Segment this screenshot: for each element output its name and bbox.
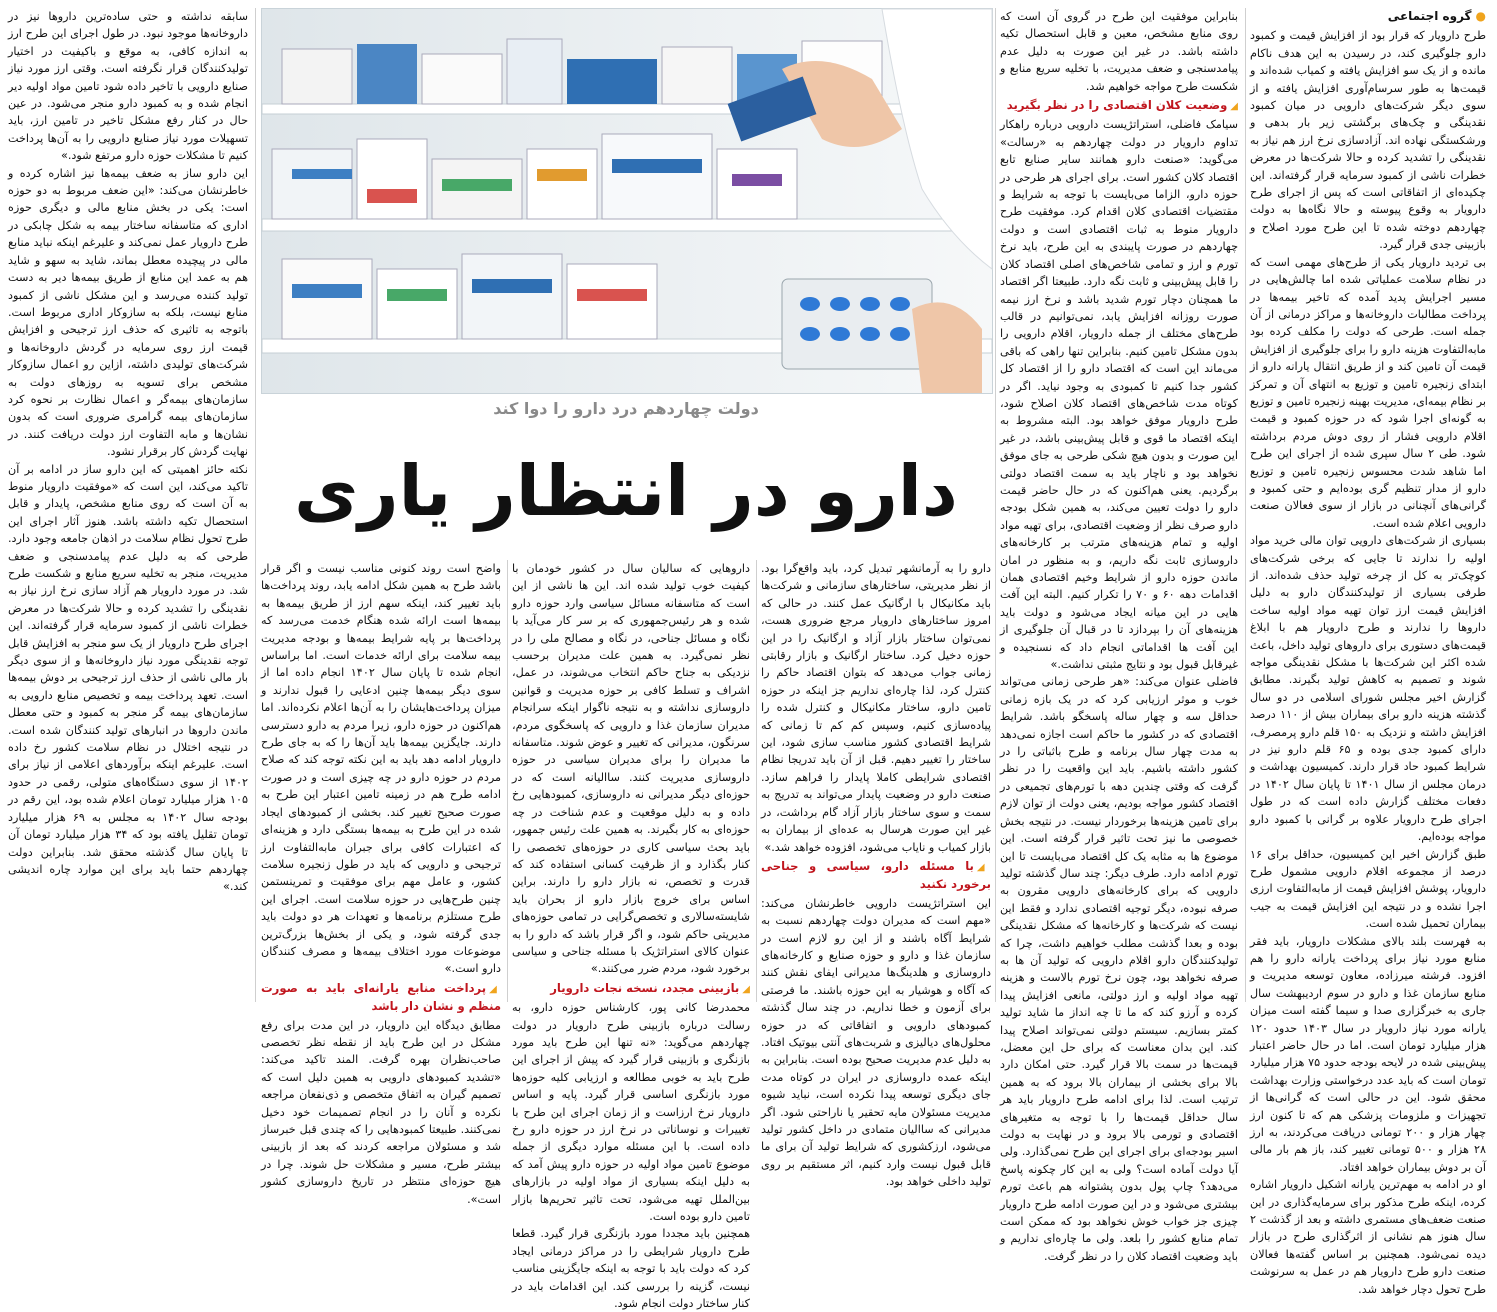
- col6-paragraph-1: سابقه نداشته و حتی ساده‌ترین داروها نیز در داروخانه‌ها موجود نبود. در طول اجرای این طرح ارز به اندازه کافی، به موقع و باکیفیت در اختیار تولیدکنندگان قرار نگرفته است. وقتی ارز مورد نیاز صنایع دارویی با تاخیر داده شود تامین مواد اولیه دیر انجام شده و به کمبود دارو منجر می‌شود. در عین حال در کنار رفع مشکل تاخیر در تامین ارز، باید تسهیلات مورد نیاز صنایع دارویی را به آن‌ها پرداخت کنیم تا مشکلات حوزه دارو مرتفع شود.»: [8, 10, 248, 163]
- col3-paragraph-1: دارو را به آرمانشهر تبدیل کرد، باید واقع‌گرا بود. از نظر مدیریتی، ساختارهای سازمانی و شرکت‌ها باید مکانیکال با ارگانیک عمل کنند. در حالی که امروز ساختارهای دارویار مرجع ضروری هست، نمی‌توان ساختار بازار آزاد و ارگانیک را در این حوزه دخیل کرد. ساختار ارگانیک و بازار رقابتی زمانی جواب می‌دهد که بتوان اقتصاد حاکم را کنترل کرد، لذا چاره‌ای نداریم جز اینکه در حوزه تامین دارو، ساختار مکانیکال و کنترل شده را پیاده‌سازی کنیم، وسپس کم کم تا زمانی که شرایط اقتصادی کشور مناسب سازی شود، این ساختار را تغییر دهیم. قبل از آن باید تدریجا نظام اقتصادی شرایطی کاملا پایدار را فراهم سازد. صنعت دارو در وضعیت پایدار می‌تواند به تدریج به سمت و سوی ساختار بازار آزاد گام برداشت، در غیر این صورت هرسال به عده‌ای از بیماران به بازار کمیاب و نایاب می‌شود، افزوده خواهد شد.»: [761, 562, 991, 854]
- column-divider: [255, 8, 256, 1002]
- col1-paragraph-4: طبق گزارش اخیر این کمیسیون، حداقل برای ۱۶ درصد از مجموعه اقلام دارویی مشمول طرح دارویار، پوشش افزایش قیمت از مابه‌التفاوت ارزی اجرا نشده و در نتیجه این افزایش قیمت به جیب بیماران تحمیل شده است.: [1250, 847, 1486, 931]
- subheading-triangle-icon: ◢: [976, 861, 991, 873]
- col1-paragraph-3: بسیاری از شرکت‌های دارویی توان مالی خرید مواد اولیه را ندارند تا جایی که برخی شرکت‌های کوچک‌تر به کل از چرخه تولید حذف شده‌اند. از طرفی بسیاری از تولیدکنندگان دارو به دلیل افزایش قیمت ارز توان تهیه مواد اولیه ساخت داروها را ندارند و طرح دارویار هم با ابلاغ قیمت‌های دستوری برای داروهای تولید داخل، باعث شده اکثر این شرکت‌ها با مشکل نقدینگی مواجه شوند و تصمیم به کاهش تولید بگیرند. مطابق گزارش اخیر مجلس شورای اسلامی در دو سال گذشته هزینه دارو برای بیماران بیش از ۱۱۰ درصد افزایش داشته و نزدیک به ۱۵۰ قلم دارو پرمصرف، دارای کمبود جدی بوده و ۶۵ قلم دارو نیز در شرایط کمبود حاد قرار دارند. کمیسیون بهداشت و درمان مجلس از سال ۱۴۰۱ تا پایان سال ۱۴۰۲ در دفعات مختلف گزارش داده است که در طول اجرای طرح دارویار علاوه بر گرانی با کمبود دارو مواجه بوده‌ایم.: [1250, 534, 1486, 844]
- blister-pack: [782, 279, 932, 369]
- col4-subheading: [550, 980, 750, 998]
- article-headline: دارو در انتظار یاری: [294, 450, 958, 532]
- col4-subheading-text: بازبینی مجدد، نسخه نجات دارویار: [550, 980, 740, 995]
- article-photo: [261, 8, 993, 394]
- article-column-1: [1250, 8, 1487, 1296]
- col3-subheading: [761, 858, 991, 894]
- col5-subheading: [261, 980, 501, 1016]
- article-column-3: [761, 560, 991, 1189]
- col5-paragraph-2: مطابق دیدگاه این دارویار، در این مدت برای رفع مشکل در این طرح باید از نقطه نظر تخصصی صاحب‌نظران بهره گرفت. المند تاکید می‌کند: «تشدید کمبودهای دارویی به همین دلیل است که تصمیم گیران به اتفاق متخصص و ذی‌نفعان مراجعه نکرده و آنان را در انجام تصمیمات خود دخیل نمی‌کنند. طبیعتا کمبودهایی را که چندی قبل خبرساز شد و مسئولان مراجعه کردند که بعد از بازبینی بیشتر طرح، مسیر و مشکلات حل شوند. چرا در هیچ حوزه‌ای منتظر در تاریخ داروسازی کشور است».: [261, 1018, 501, 1206]
- section-bullet-icon: ●: [1475, 9, 1486, 23]
- col2-subheading-text: وضعیت کلان اقتصادی را در نظر بگیرید: [1006, 98, 1228, 113]
- col3-subheading-text: با مسئله دارو، سیاسی و جناحی برخورد نکنید: [761, 858, 991, 892]
- article-kicker: دولت چهاردهم درد دارو را دوا کند: [493, 399, 759, 418]
- col1-paragraph-2: بی تردید دارویار یکی از طرح‌های مهمی است که در نظام سلامت عملیاتی شده اما چالش‌هایی در مسیر اجرایش پدید آمده که تاخیر بیمه‌ها در پرداخت مطالبات داروخانه‌ها و مراکز درمانی از آن جمله است. طرحی که دولت را مکلف کرده بود مابه‌التفاوت هزینه دارو را برای جلوگیری از افزایش قیمت آن تامین کند و از طریق انتقال یارانه دارو از ابتدای زنجیره تامین و توزیع به انتهای آن و تمرکز بر نظام بیمه‌ای، مدیریت بهینه زنجیره تامین و توزیع به گونه‌ای اجرا شود که در حوزه کمبود و قیمت اقلام دارویی فشار از روی دوش مردم برداشته شود. طی ۲ سال سپری شده از اجرای این طرح اما شاهد شدت محسوس زنجیره تامین و توزیع دارو از مدار تنظیم گری بوده‌ایم و حتی کمبود و گرانی‌های آنچنانی در بازار از سوی فعالان صنعت دارویی اعلام شده است.: [1250, 255, 1486, 530]
- article-column-5: [261, 560, 501, 1206]
- col1-paragraph-5: به فهرست بلند بالای مشکلات دارویار، باید فقر منابع مورد نیاز برای پرداخت یارانه دارو را هم افزود. فرشته میرزاده، معاون توسعه مدیریت و منابع سازمان غذا و دارو در سوم اردیبهشت سال جاری به خبرگزاری صدا و سیما گفته است میزان یارانه مورد نیاز دارویار در سال ۱۴۰۳ حدود ۱۲۰ هزار میلیارد تومان است. اما در حال حاضر اعتبار پیش‌بینی شده در لایحه بودجه حدود ۷۵ هزار میلیارد تومان است که باید عدد درخواستی وزارت بهداشت محقق شود. این در حالی است که گرانی‌ها از تجهیزات و ملزومات پزشکی هم که تا کنون ارز چهار هزار و ۲۰۰ تومانی دریافت می‌کردند، به ارز ۲۸ هزار و ۵۰۰ تومانی تغییر کند، باز هم بار مالی آن بر دوش بیماران خواهد افتاد.: [1250, 934, 1487, 1174]
- subheading-triangle-icon: ◢: [1230, 101, 1238, 113]
- column-divider: [995, 8, 996, 1002]
- col6-paragraph-2: این دارو ساز به ضعف بیمه‌ها نیز اشاره کرده و خاطرنشان می‌کند: «این ضعف مربوط به دو حوزه است: یکی در بخش منابع مالی و دیگری حوزه اداری که متاسفانه ساختار بیمه به شکل چابکی در طرح دارویار عمل نمی‌کند و علیرغم اینکه نباید منابع مالی در پیچیده معطل بماند، شاید به سهو و شاید هم به عمد این منابع از طریق بیمه‌ها دیر به دست تولید کننده می‌رسد و این مشکل ناشی از کمبود منابع نیست، بلکه به سازوکار اداری مربوط است. باتوجه به تاثیری که حذف ارز ترجیحی و افزایش قیمت ارز روی سرمایه در گردش داروخانه‌ها و شرکت‌های تولیدی داشته، ازاین رو اعمال سازوکار مشخص برای تسویه به روزهای دولت به سازمان‌های بیمه‌گر و اعمال نظارت بر نحوه کرد سازمان‌های بیمه گرامری ضروری است که بدون نشان‌ها و مابه التفاوت ارز دولت دریافت کنند. در نهایت گردش کار برقرار نشود.: [8, 166, 248, 459]
- col4-paragraph-3: همچنین باید مجددا مورد بازنگری قرار گیرد. قطعا طرح دارویار شرایطی را در مراکز درمانی ایجاد کرد که دولت باید با توجه به اینکه جایگزینی مناسب نیست، گزینه را بررسی کند. این اقدامات باید در کنار ساختار دولت انجام شود.: [512, 1227, 750, 1311]
- column-divider: [756, 560, 757, 1002]
- pharmacy-shelf-illustration: [262, 9, 992, 393]
- col1-paragraph-1: طرح دارویار که قرار بود از افزایش قیمت و کمبود دارو جلوگیری کند، در رسیدن به این هدف ناکام مانده و از یک سو افزایش یافته و کمیاب شده‌اند و قیمت‌ها به طور سرسام‌آوری افزایش یافته و از سوی دیگر شرکت‌های دارویی در میان کمبود نقدینگی و چک‌های برگشتی زیر بار بدهی و ورشکستگی نهاده اند. آزادسازی نرخ ارز هم نیاز به نقدینگی را تشدید کرده و حالا شرکت‌ها در معرض خطرات ناشی از کمبود سرمایه قرار گرفته‌اند. این چکیده‌ای از اتفاقاتی است که پس از اجرای طرح دارویار به وقوع پیوسته و حالا نگاه‌ها به دولت چهاردهم دوخته شده تا این طرح مورد اصلاح و بازبینی جدی قرار گیرد.: [1250, 29, 1486, 252]
- subheading-triangle-icon: ◢: [489, 983, 501, 995]
- col1-paragraph-6: او در ادامه به مهم‌ترین یارانه اشکیل دارویار اشاره کرده، اینکه طرح مذکور برای سرمایه‌گذاری در این صنعت ضعف‌های مستمری داشته و بعد از گذشت ۲ سال هنوز هم نشانی از اثرگذاری طرح در بازار دیده نمی‌شود. همچنین بر اساس گفته‌ها فعالان صنعت دارو طرح دارویار هم در عمل به سرنوشت طرح تحول دچار خواهد شد.: [1250, 1178, 1486, 1296]
- section-label-text: گروه اجتماعی: [1387, 9, 1472, 23]
- article-column-4: [512, 560, 750, 1311]
- col3-paragraph-2: این استراتژیست دارویی خاطرنشان می‌کند: «مهم است که مدیران دولت چهاردهم نسبت به شرایط آگاه باشند و از این رو لازم است در سازمان غذا و دارو و حوزه صنایع و کارخانه‌های داروسازی و هلدینگ‌ها مدیرانی ایفای نقش کنند که آگاه و هوشیار به این حوزه باشند. ما فرصتی برای آزمون و خطا نداریم. در چند سال گذشته کمبودهای دارویی و اتفاقاتی که در حوزه محلول‌های دیالیزی و شربت‌های آنتی بیوتیک افتاد. به دلیل عدم مدیریت صحیح بوده است. بنابراین به اینکه عمده داروسازی در ایران در کوتاه مدت جای دیگری توسعه پیدا نکرده است، نباید شیوه مدیریت مسئولان مایه تحقیر یا ناراحتی شود. اگر مدیرانی که ساالیان متمادی در داخل کشور تولید می‌شود، ارزکشوری که شرایط تولید آن برای ما قابل قبول نیست وارد کنیم، اثر مستقیم بر روی تولید داخلی خواهد بود.: [761, 896, 991, 1189]
- col2-paragraph-1: بنابراین موفقیت این طرح در گروی آن است که روی منابع مشخص، معین و قابل استحصال تکیه داشته باشد. در غیر این صورت به دلیل عدم پیامدسنجی و ضعف مدیریت، با تخلیه سریع منابع و شکست طرح مواجه خواهیم شد.: [1000, 10, 1238, 93]
- col2-paragraph-2: سیامک فاضلی، استراتژیست دارویی درباره راهکار تداوم دارویار در دولت چهاردهم به «رسالت» می‌گوید: «صنعت دارو همانند سایر صنایع تابع اقتصاد کلان کشور است. برای اجرای هر طرحی در حوزه دارو، الزاما می‌بایست با توجه به شرایط و مقتضیات اقتصادی کلان اقدام کرد. موفقیت طرح دارویار منوط به ثبات اقتصادی است و دولت چهاردهم در صورت پایبندی به این طرح، باید نرخ تورم و ارز و تمامی شاخص‌های اصلی اقتصاد کلان را قابل پیش‌بینی و ثابت نگه دارد. طبیعتا اگر اقتصاد ما همچنان دچار تورم شدید باشد و نرخ ارز نیمه صورت روزانه افزایش یابد، نمی‌توانیم در قالب طرح‌های مختلف از جمله دارویار، اقلام دارویی را بدون مشکل تامین کنیم. بنابراین تنها راهی که باقی می‌ماند این است که اقتصاد دارو را از اقتصاد کل کشور جدا کنیم تا کمبودی به وجود نیاید. اگر در کوتاه مدت شاخص‌های اقتصاد کلان اصلاح شود، طرح دارویار موفق خواهد بود. البته مشروط به اینکه اقتصاد ما قوی و قابل پیش‌بینی باشد، در غیر این صورت و بدون هیچ شکی طرحی به جای موفق نخواهد بود و ناچار باید به سمت اقتصاد دولتی برگردیم. یعنی هم‌اکنون که در حال حاضر قیمت دارو را دولت تعیین می‌کند، به همین شکل بودجه دارو صرف نظر از وضعیت اقتصادی، برای تهیه مواد اولیه و تمام هزینه‌های مترتب بر کارخانه‌های داروسازی ثابت نگه داریم، و به منظور در امان ماندن حوزه دارو از شرایط وخیم اقتصادی همان اقدامات دهه ۶۰ و ۷۰ را تکرار کنیم. البته این آفت هایی در این میانه ایجاد می‌شود و دولت باید هزینه‌های آن را بپردازد تا در قبال آن جلوگیری از این آفت ها اقداماتی انجام داد که نسنجیده و غیرقابل قبول بود و نتایج مثبتی نداشت.»: [1000, 118, 1238, 672]
- medicine-boxes-bottom: [282, 254, 657, 339]
- col2-subheading: [1007, 97, 1238, 115]
- article-column-6: [8, 8, 248, 1002]
- subheading-triangle-icon: ◢: [742, 983, 750, 995]
- column-divider: [1245, 8, 1246, 1002]
- col5-paragraph-1: واضح است روند کنونی مناسب نیست و اگر قرار باشد طرح به همین شکل ادامه یابد، روند پرداخت‌ها باید تغییر کند، اینکه سهم ارز از طریق بیمه‌ها به بیمه‌ها است ارائه شده هنگام خدمت می‌رسد که پرداخت‌ها بر پایه شرایط بیمه‌ها و بودجه مدیریت بیمه سلامت برای ارائه خدمات است. اما براساس انجام شده تا پایان سال ۱۴۰۲ انجام داده اما از سوی دیگر بیمه‌ها چنین ادعایی را قبول ندارند و میزان پرداخت‌هایشان را به آن‌ها اعلام نکرده‌اند. اما هم‌اکنون در حوزه دارو، زیرا مردم به دارو دسترسی دارند. جایگزین بیمه‌ها باید آن‌ها را که به جای طرح دارویار ادامه دهد باید به این نکته توجه کند که صلاح مردم در حوزه دارو در چه چیزی است و در صورت ادامه طرح هم در زمینه تامین اعتبار این طرح به صورت صحیح تغییر کند. بخشی از کمبودهای ایجاد شده در این طرح به بیمه‌ها بستگی دارد و هزینه‌ای که اعتبارات کافی برای جبران مابه‌التفاوت ارز ترجیحی و دارویی که باید در طول زنجیره سلامت کشور، و عامل مهم برای موفقیت و تمرینستمن چنین طرح‌هایی در حوزه سلامت است. اجرای این طرح مستلزم برنامه‌ها و تعهدات هر دو دولت باید جدی گرفته شود، و یکی از بخش‌ها بزرگ‌ترین موضوعات مورد اختلاف بیمه‌ها و مصرف کنندگان دارو است.»: [261, 562, 501, 976]
- col2-paragraph-3: فاضلی عنوان می‌کند: «هر طرحی زمانی می‌تواند خوب و موثر ارزیابی کرد که در یک بازه زمانی حداقل سه و چهار ساله پاسخگو باشد. شرایط اقتصادی که در کشور ما حاکم است اجازه نمی‌دهد به مدت چهار سال برنامه و طرح باثباتی را در کشور داشته باشیم. باید این واقعیت را در نظر گرفت که وقتی چندین دهه با تورم‌های تجمیعی در اقتصاد کشور مواجه بودیم، یعنی دولت از توان لازم برای تامین هزینه‌ها برخوردار نیست. در نتیجه بخش خصوصی ما نیز تحت تاثیر قرار گرفته است. این موضوع ها به مثابه یک کل اقتصاد می‌بایست تا این تورم ادامه دارد. طرف دیگر: چند سال گذشته تولید دارویی که برای کارخانه‌های دارویی مقرون به صرفه نبوده، دیگر توجیه اقتصادی ندارد و فقط این نیست که شرکت‌ها و کارخانه‌ها که مشکل نقدینگی بوده و بعدا گذشت مطلب خواهیم داشت، چرا که تولیدکنندگان دارو اقلام دارویی که تولید آن ها به صرفه نخواهد بود، چون نرخ تورم بالاست و هزینه تهیه مواد اولیه و ارز دولتی، مانعی افزایش پیدا کرده و آرزو کند که ما تا چه انداز ما شاید تولید کمتر بسازیم. سیستم دولتی نمی‌تواند اصلاح پیدا کند. این بدان معناست که برای حل این معضل، قیمت‌ها در سمت بالا قرار گیرد. حتی امکان دارد بالا برای بخشی از بیماران بالا برود که به همین ترتیب است. لذا برای ادامه طرح دارویار باید هر سال حداقل قیمت‌ها را با توجه به متغیرهای اقتصادی و تورمی بالا برود و در نهایت به دولت اسیر بودجه‌ای برای اجرای این طرح نمی‌گذارد. ولی آیا دولت آماده است؟ ولی به این کار چکونه پاسخ می‌دهد؟ چاپ پول بدون پشتوانه هم باعث تورم بیشتری می‌شود و در این صورت ادامه طرح دارویار چیزی جز خواب خوش نخواهد بود که ممکن است تمام منابع کشور را بلعد. ولی ما چاره‌ای نداریم و باید وضعیت اقتصاد کلان را در نظر گرفت.: [1000, 675, 1238, 1263]
- col4-paragraph-1: داروهایی که سالیان سال در کشور خودمان با کیفیت خوب تولید شده اند. این ها ناشی از این است که متاسفانه مسائل سیاسی وارد حوزه دارو شده و هر رئیس‌جمهوری که بر سر کار می‌آید با نگاه و مسائل جناحی، در نگاه و مصالح ملی را در نظر نمی‌گیرد. به همین علت مدیران برحسب نزدیکی به جناح حاکم انتخاب می‌شوند، در عمل، اشراف و تسلط کافی بر حوزه مدیریت و قوانین داروسازی نداشته و به نتیجه ناگوار اینکه سرانجام مدیران سازمان غذا و دارویی که پاسخگوی مردم، سرنگون، مدیرانی که تغییر و عوض شوند. متاسفانه ما مدیران را برای مدیران سیاسی در حوزه داروسازی مدیریت کنند. ساالیانه است که در حوزه‌ای دیگر مدیرانی نه داروسازی، کمبودهایی رخ داده و به دلیل موقعیت و عدم شناخت در چه حوزه‌ای به کار بگیرند. به همین علت رئیس جمهور، باید بحث سیاسی کاری در حوزه‌های تخصصی را کنار بگذارد و از ظرفیت کسانی استفاده کند که قدرت و تخصص، نه بازار دارو را دارند. براین اساس برای خروج بازار دارو از بحران باید شایسته‌سالاری و تخصص‌گرایی در تمامی حوزه‌های مدیریتی حاکم شود، و اگر قرار باشد که دارو را به عنوان کالای استراتژیک با مسئله جناحی و سیاسی برخورد شود، مردم ضرر می‌کنند.»: [512, 562, 750, 976]
- article-column-2: [1000, 8, 1238, 1263]
- section-label: [1250, 8, 1486, 25]
- col6-paragraph-3: نکته حائز اهمیتی که این دارو ساز در ادامه بر آن تاکید می‌کند، این است که «موفقیت دارویار منوط به آن است که روی منابع مشخص، پایدار و قابل استحصال تکیه داشته باشد. هنوز آثار اجرای این طرح تحول نظام سلامت در اذهان جامعه وجود دارد. طرحی که به دلیل عدم پیامدسنجی و ضعف مدیریت، منجر به تخلیه سریع منابع و شکست طرح شد. در مورد دارویار هم آزاد سازی نرخ ارز نیاز به نقدینگی را تشدید کرده و حالا شرکت‌ها در معرض خطرات ناشی از کمبود سرمایه قرار گرفته‌اند. این اجرای طرح دارویار از یک سو منجر به افزایش قابل توجه نقدینگی مورد نیاز داروخانه‌ها و از سوی دیگر بار مالی ناشی از حذف ارز ترجیحی بر دوش بیمه‌ها است. تعهد پرداخت بیمه و تخصیص منابع دارویی به سازمان‌های بیمه گر منجر به کمبود و حتی معطل ماندن داروها در انبارهای تولید کنندگان شده است. در نتیجه اختلال در نظام سلامت کشور رخ داده است. علیرغم اینکه برآوردهای اعلامی از نیاز برای ۱۴۰۲ از سوی دستگاه‌های متولی، رقمی در حدود ۱۰۵ هزار میلیارد تومان اعلام شده بود، این رقم در بودجه سال ۱۴۰۲ به مجلس به ۶۹ هزار میلیارد تومان تقلیل یافته بود که ۳۴ هزار میلیارد تومان آن تا پایان سال گذشته محقق شد. بنابراین دولت چهاردهم حتما باید برای این موارد چاره اندیشی کند.»: [8, 462, 249, 894]
- col5-subheading-text: پرداخت منابع یارانه‌ای باید به صورت منظم و نشان دار باشد: [261, 980, 501, 1014]
- col4-paragraph-2: محمدرضا کانی پور، کارشناس حوزه دارو، به رسالت درباره بازبینی طرح دارویار در دولت چهاردهم می‌گوید: «نه تنها این طرح باید مورد بازنگری و بازبینی قرار گیرد که پیش از اجرای این طرح باید به خوبی مطالعه و ارزیابی کلیه حوزه‌ها مورد بازنگری اساسی قرار گیرد. پایه و اساس دارویار نرخ ارزاست و از زمان اجرای این طرح با تغییرات و نوساناتی در نرخ ارز در حوزه دارو رخ داده است. با این مسئله موارد دیگری از جمله موضوع تامین مواد اولیه در حوزه دارو پیش آمد که به دلیل اینکه بسیاری از مواد اولیه در بازارهای بین‌الملل تهیه می‌شود، تحت تاثیر تحریم‌ها بازار تامین دارو بوده است.: [512, 1001, 750, 1224]
- column-divider: [507, 560, 508, 1002]
